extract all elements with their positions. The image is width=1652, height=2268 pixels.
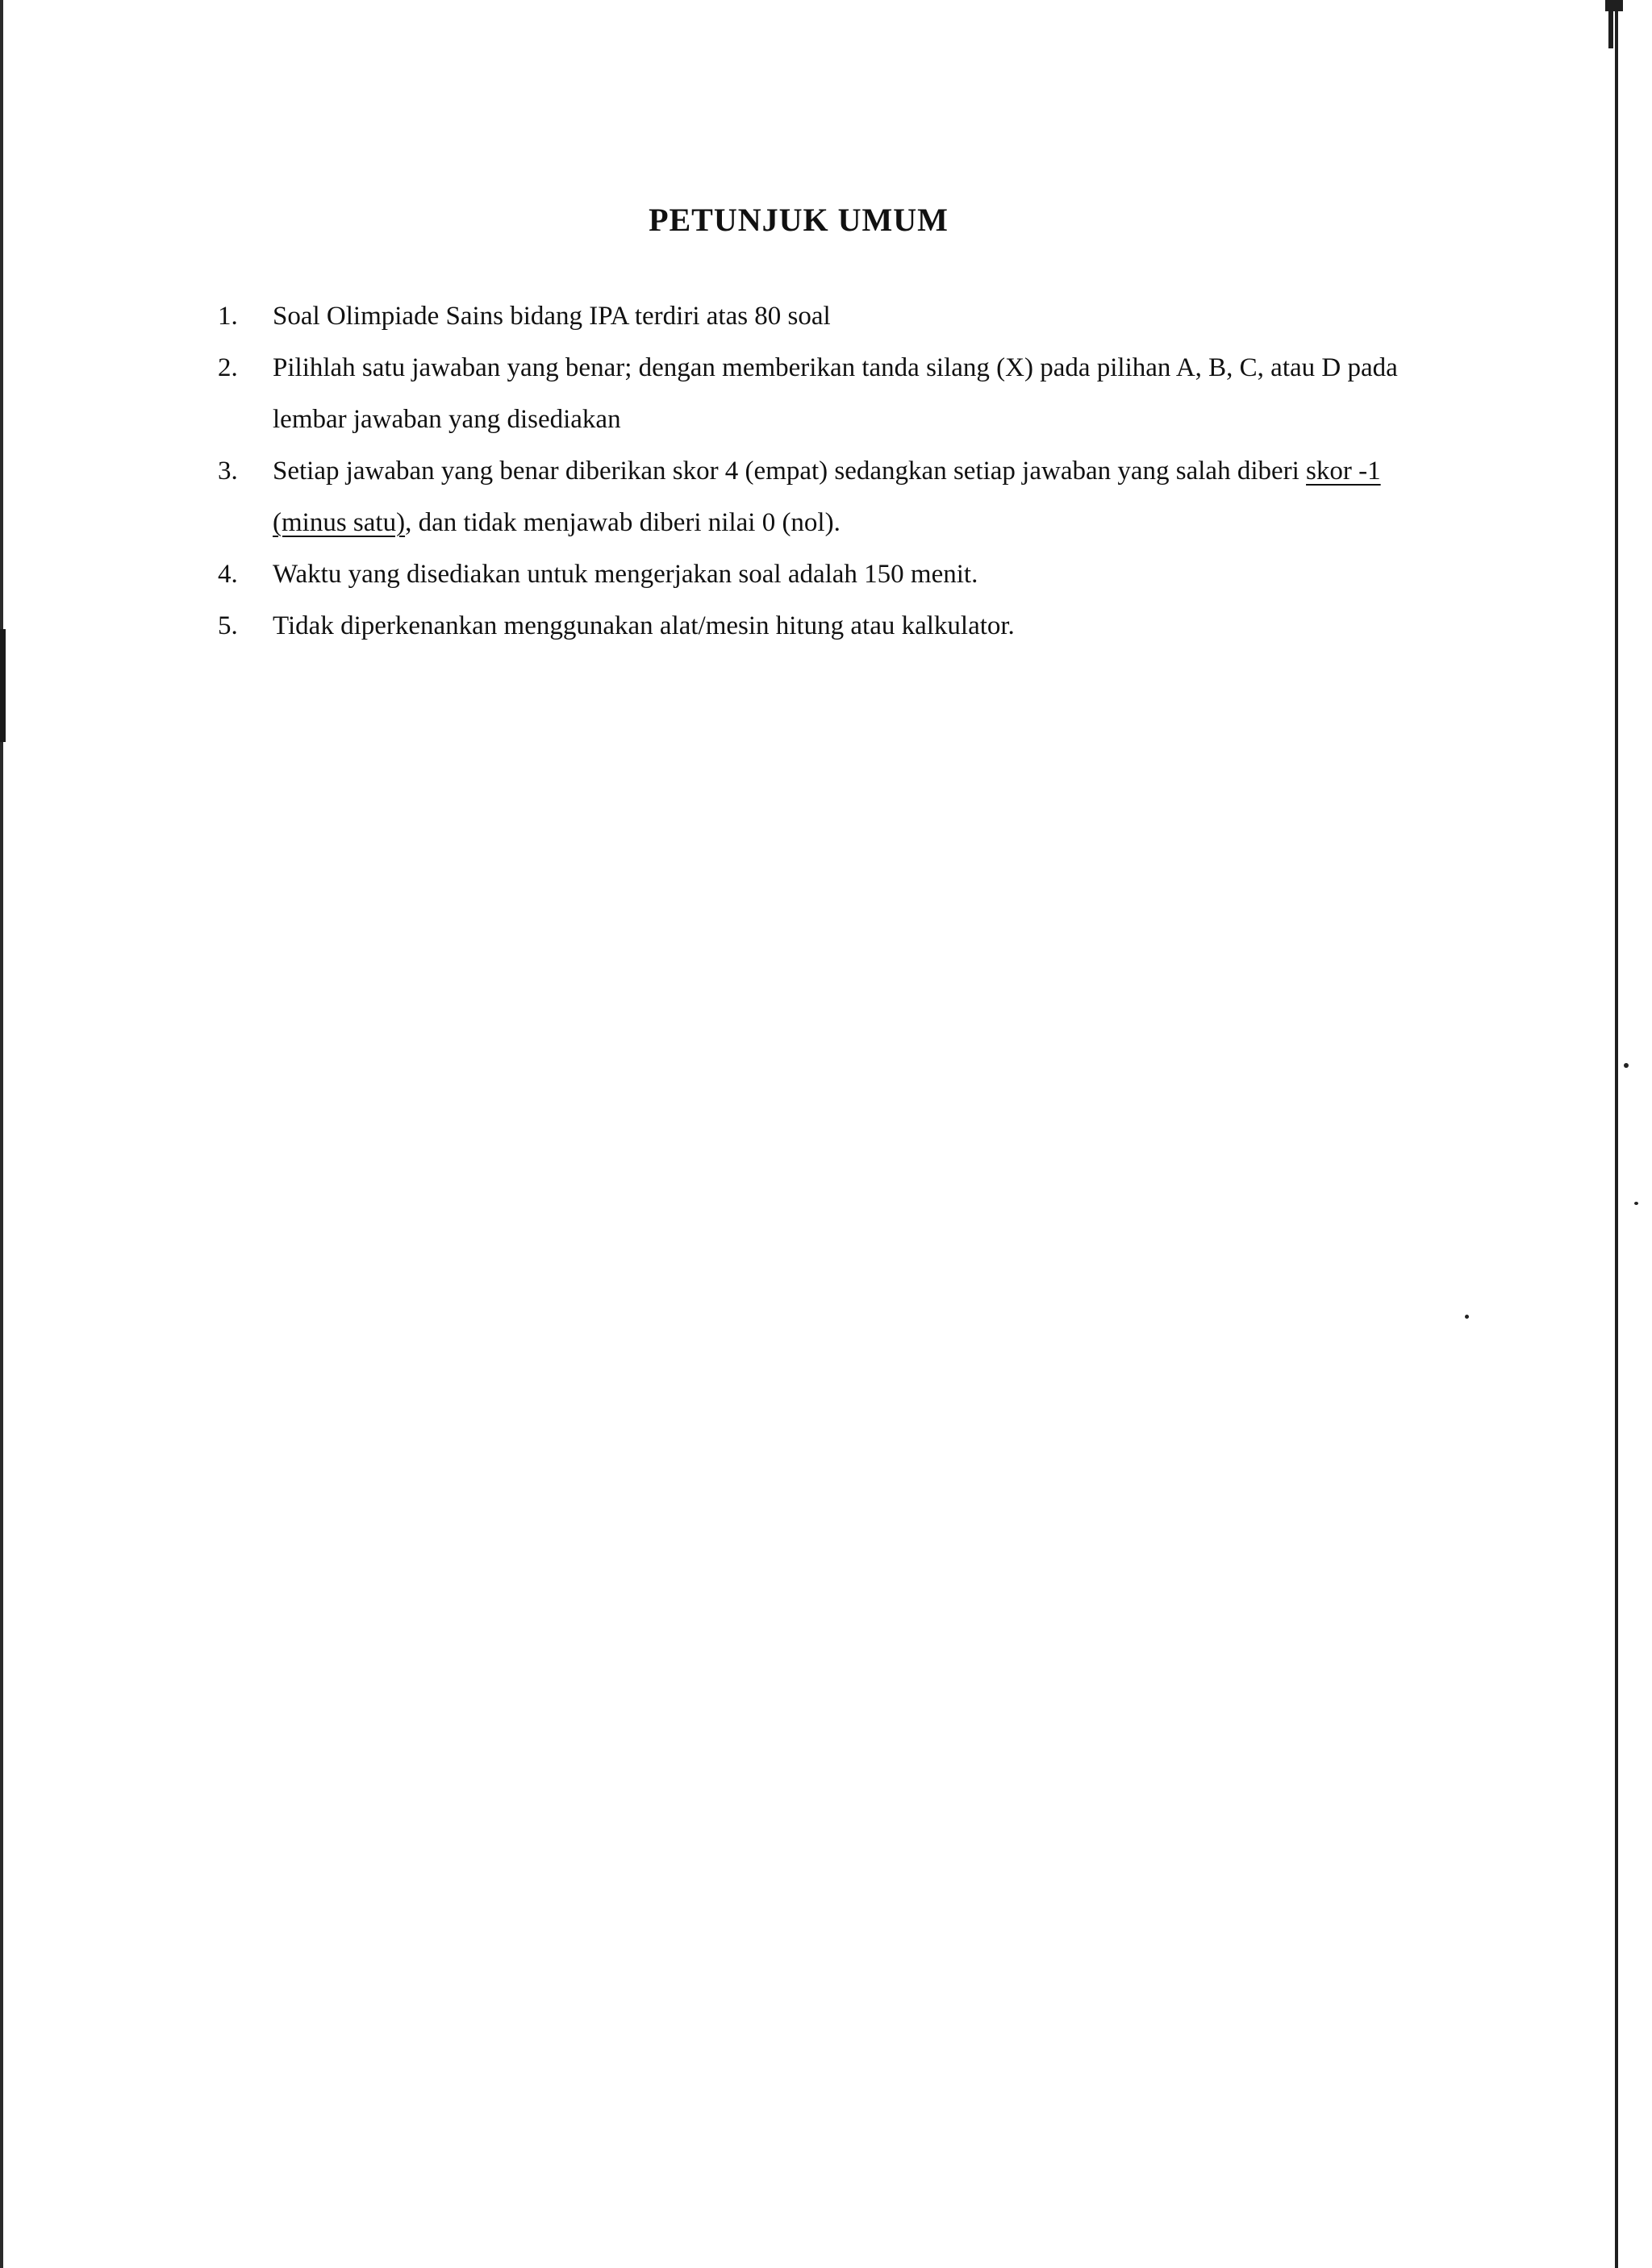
scan-edge-left [0,0,3,2268]
scan-edge-right [1615,0,1618,2268]
item-text-part: Setiap jawaban yang benar diberikan skor 4 (empat) sedangkan setiap jawaban yang salah diberi [273,457,1307,486]
item-text: Waktu yang disediakan untuk mengerjakan soal adalah 150 menit. [273,560,978,589]
item-text-part: , dan tidak menjawab diberi nilai 0 (nol). [405,508,841,537]
scan-speck [1624,1063,1629,1068]
underlined-penalty-text: skor -1 (minus satu) [273,457,1381,537]
item-number: 1. [218,302,238,331]
item-text: Tidak diperkenankan menggunakan alat/mesin hitung atau kalkulator. [273,611,1015,640]
item-number: 5. [218,611,238,640]
item-number: 2. [218,353,238,382]
list-item [218,290,1428,342]
list-item [218,548,1428,600]
item-number: 3. [218,457,238,486]
page-title: PETUNJUK UMUM [649,201,949,238]
item-text [273,445,1428,548]
scan-speck [1465,1315,1469,1319]
item-text: Pilihlah satu jawaban yang benar; dengan memberikan tanda silang (X) pada pilihan A, B, C, atau D pada lembar jawaban yang disediakan [273,353,1398,434]
item-number: 4. [218,560,238,589]
list-item [218,445,1428,548]
instruction-list [218,290,1428,652]
scan-edge-left-mark [0,629,6,742]
scan-speck [1634,1202,1638,1205]
item-text: Soal Olimpiade Sains bidang IPA terdiri atas 80 soal [273,302,831,331]
list-item [218,342,1428,445]
scan-edge-right-stub [1605,0,1623,11]
scan-edge-right-hook [1608,11,1613,48]
list-item [218,600,1428,652]
